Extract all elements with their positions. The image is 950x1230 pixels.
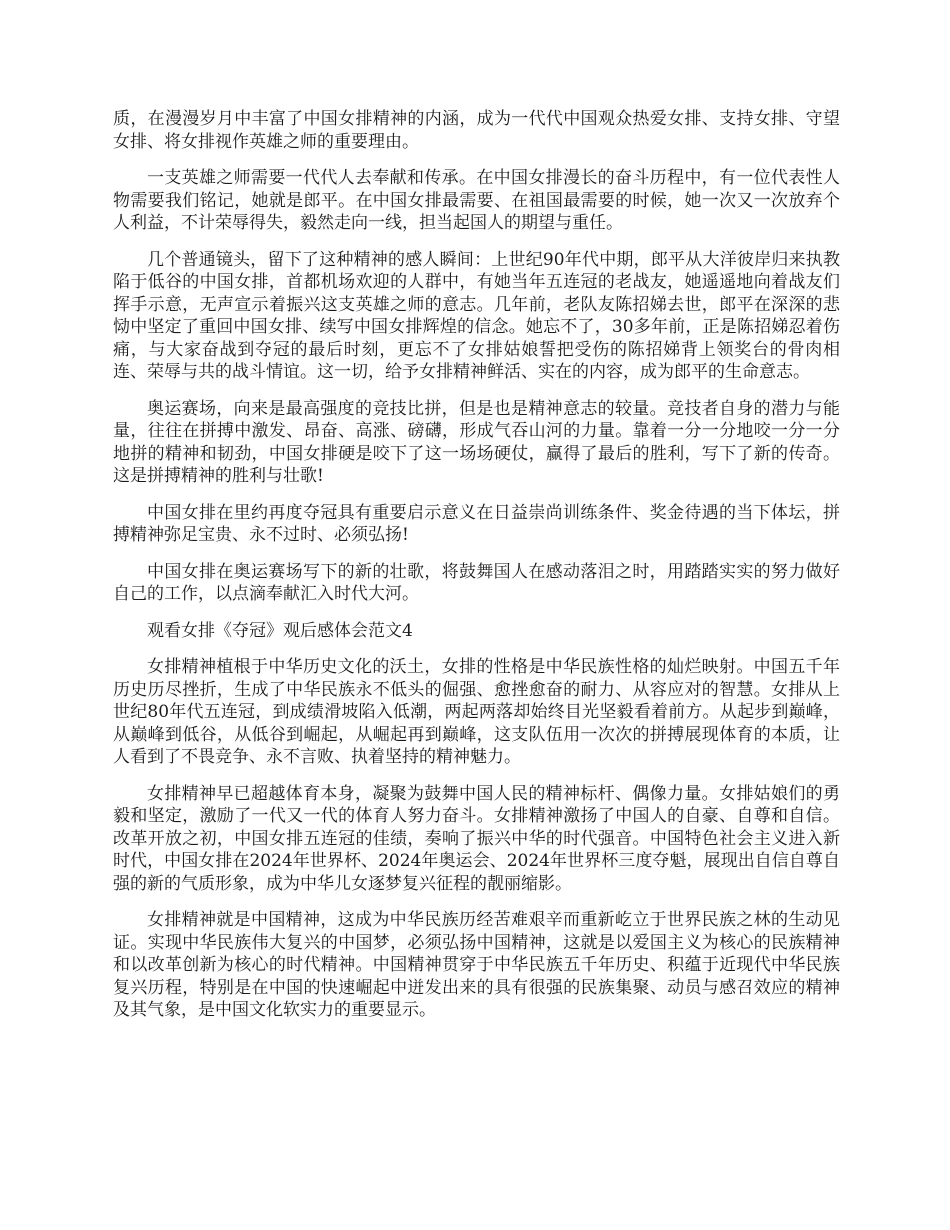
document-body bbox=[113, 108, 840, 1036]
paragraph: 中国女排在奥运赛场写下的新的壮歌，将鼓舞国人在感动落泪之时，用踏踏实实的努力做好自己的工作，以点滴奉献汇入时代大河。 bbox=[113, 561, 840, 604]
paragraph: 女排精神植根于中华历史文化的沃土，女排的性格是中华民族性格的灿烂映射。中国五千年历史历尽挫折，生成了中华民族永不低头的倔强、愈挫愈奋的耐力、从容应对的智慧。女排从上世纪80年代五连冠，到成绩滑坡陷入低潮，两起两落却始终目光坚毅看着前方。从起步到巅峰，从巅峰到低谷，从低谷到崛起，从崛起再到巅峰，这支队伍用一次次的拼搏展现体育的本质，让人看到了不畏竞争、永不言败、执着坚持的精神魅力。 bbox=[113, 657, 840, 767]
paragraph: 一支英雄之师需要一代代人去奉献和传承。在中国女排漫长的奋斗历程中，有一位代表性人物需要我们铭记，她就是郎平。在中国女排最需要、在祖国最需要的时候，她一次又一次放弃个人利益，不计荣辱得失，毅然走向一线，担当起国人的期望与重任。 bbox=[113, 168, 840, 233]
paragraph-continuation: 质，在漫漫岁月中丰富了中国女排精神的内涵，成为一代代中国观众热爱女排、支持女排、守望女排、将女排视作英雄之师的重要理由。 bbox=[113, 109, 840, 152]
paragraph: 女排精神就是中国精神，这成为中华民族历经苦难艰辛而重新屹立于世界民族之林的生动见证。实现中华民族伟大复兴的中国梦，必须弘扬中国精神，这就是以爱国主义为核心的民族精神和以改革创新为核心的时代精神。中国精神贯穿于中华民族五千年历史、积蕴于近现代中华民族复兴历程，特别是在中国的快速崛起中迸发出来的具有很强的民族集聚、动员与感召效应的精神及其气象，是中国文化软实力的重要显示。 bbox=[113, 910, 840, 1020]
paragraph: 中国女排在里约再度夺冠具有重要启示意义在日益崇尚训练条件、奖金待遇的当下体坛，拼搏精神弥足宝贵、永不过时、必须弘扬! bbox=[113, 502, 840, 545]
paragraph: 几个普通镜头，留下了这种精神的感人瞬间：上世纪90年代中期，郎平从大洋彼岸归来执教陷于低谷的中国女排，首都机场欢迎的人群中，有她当年五连冠的老战友，她遥遥地向着战友们挥手示意，无声宣示着振兴这支英雄之师的意志。几年前，老队友陈招娣去世，郎平在深深的悲恸中坚定了重回中国女排、续写中国女排辉煌的信念。她忘不了，30多年前，正是陈招娣忍着伤痛，与大家奋战到夺冠的最后时刻，更忘不了女排姑娘誓把受伤的陈招娣背上领奖台的骨肉相连、荣辱与共的战斗情谊。这一切，给予女排精神鲜活、实在的内容，成为郎平的生命意志。 bbox=[113, 249, 840, 382]
paragraph: 女排精神早已超越体育本身，凝聚为鼓舞中国人民的精神标杆、偶像力量。女排姑娘们的勇毅和坚定，激励了一代又一代的体育人努力奋斗。女排精神激扬了中国人的自豪、自尊和自信。改革开放之初，中国女排五连冠的佳绩，奏响了振兴中华的时代强音。中国特色社会主义进入新时代，中国女排在2024年世界杯、2024年奥运会、2024年世界杯三度夺魁，展现出自信自尊自强的新的气质形象，成为中华儿女逐梦复兴征程的靓丽缩影。 bbox=[113, 783, 840, 894]
paragraph: 奥运赛场，向来是最高强度的竞技比拼，但是也是精神意志的较量。竞技者自身的潜力与能量，往往在拼搏中激发、昂奋、高涨、磅礴，形成气吞山河的力量。靠着一分一分地咬一分一分地拼的精神和韧劲，中国女排硬是咬下了这一场场硬仗，赢得了最后的胜利，写下了新的传奇。这是拼搏精神的胜利与壮歌! bbox=[113, 398, 840, 486]
section-heading: 观看女排《夺冠》观后感体会范文4 bbox=[147, 620, 413, 641]
